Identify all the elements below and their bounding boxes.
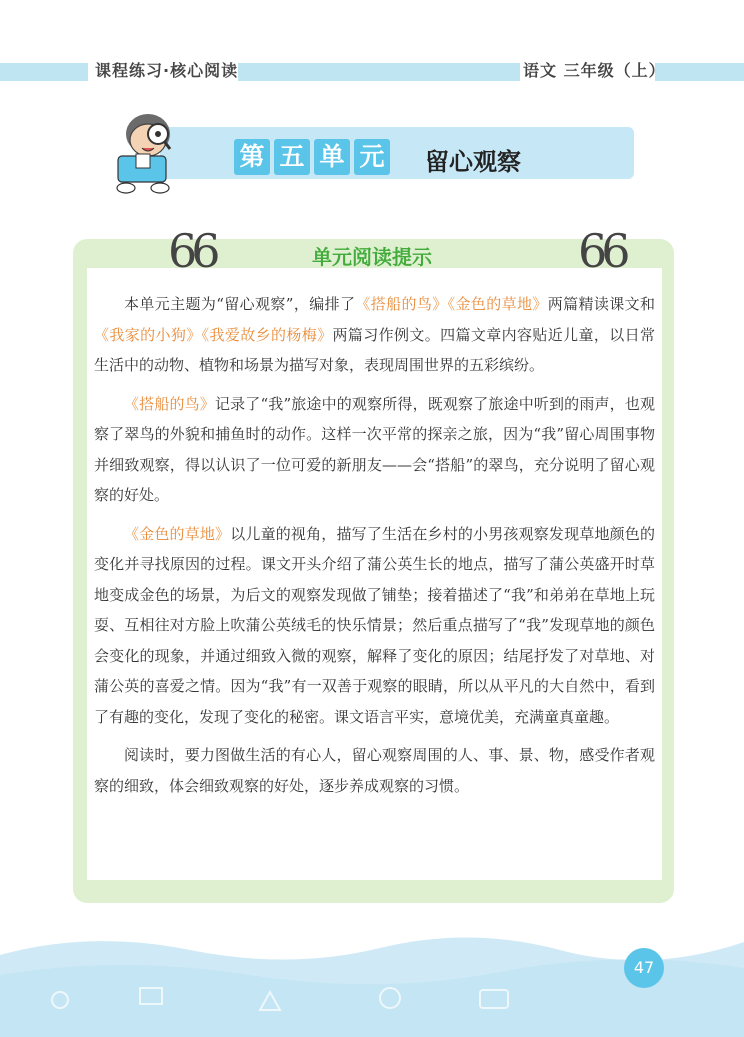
close-quote-icon: 66: [578, 224, 625, 278]
header-subject-grade: 语文 三年级（上）: [523, 61, 666, 80]
panel-title: 单元阅读提示: [312, 245, 432, 269]
unit-char: 单: [314, 139, 350, 175]
unit-char: 第: [234, 139, 270, 175]
unit-char: 五: [274, 139, 310, 175]
paragraph: 本单元主题为“留心观察”，编排了《搭船的鸟》《金色的草地》两篇精读课文和《我家的小狗》《我爱故乡的杨梅》两篇习作例文。四篇文章内容贴近儿童，以日常生活中的动物、植物和场景为描写对象，表现周围世界的五彩缤纷。: [94, 295, 655, 374]
page-number: 47: [624, 948, 664, 988]
book-title-link: 《搭船的鸟》: [355, 295, 448, 313]
reading-tips-text: [94, 289, 655, 801]
paragraph: 阅读时，要力图做生活的有心人，留心观察周围的人、事、景、物，感受作者观察的细致，体会细致观察的好处，逐步养成观察的习惯。: [94, 746, 655, 795]
book-title-link: 《我家的小狗》: [94, 325, 202, 344]
paragraph: 《搭船的鸟》记录了“我”旅途中的观察所得，既观察了旅途中听到的雨声，也观察了翠鸟的外貌和捕鱼时的动作。这样一次平常的探亲之旅，因为“我”留心周围事物并细致观察，得以认识了一位可爱的新朋友——会“搭船”的翠鸟，充分说明了留心观察的好处。: [94, 394, 655, 504]
book-title-link: 《我爱故乡的杨梅》: [201, 325, 333, 344]
header-bar-left: [0, 63, 88, 81]
unit-theme: 留心观察: [425, 148, 521, 176]
book-title-link: 《金色的草地》: [124, 524, 231, 543]
book-title-link: 《金色的草地》: [447, 295, 548, 313]
header-book-title: 课程练习·核心阅读: [95, 61, 239, 80]
unit-banner: [160, 127, 634, 179]
paragraph: 《金色的草地》以儿童的视角，描写了生活在乡村的小男孩观察发现草地颜色的变化并寻找原因的过程。课文开头介绍了蒲公英生长的地点，描写了蒲公英盛开时草地变成金色的场景，为后文的观察发现做了铺垫；接着描述了“我”和弟弟在草地上玩耍、互相往对方脸上吹蒲公英绒毛的快乐情景；然后重点描写了“我”发现草地的颜色会变化的现象，并通过细致入微的观察，解释了变化的原因；结尾抒发了对草地、对蒲公英的喜爱之情。因为“我”有一双善于观察的眼睛，所以从平凡的大自然中，看到了有趣的变化，发现了变化的秘密。课文语言平实，意境优美，充满童真童趣。: [94, 524, 655, 726]
book-title-link: 《搭船的鸟》: [124, 394, 215, 413]
open-quote-icon: 66: [168, 224, 215, 278]
header-bar-right: [655, 63, 744, 81]
unit-char: 元: [354, 139, 390, 175]
header-bar-middle: [238, 63, 520, 81]
reading-boy-icon: [106, 104, 196, 196]
unit-number: [234, 139, 390, 175]
